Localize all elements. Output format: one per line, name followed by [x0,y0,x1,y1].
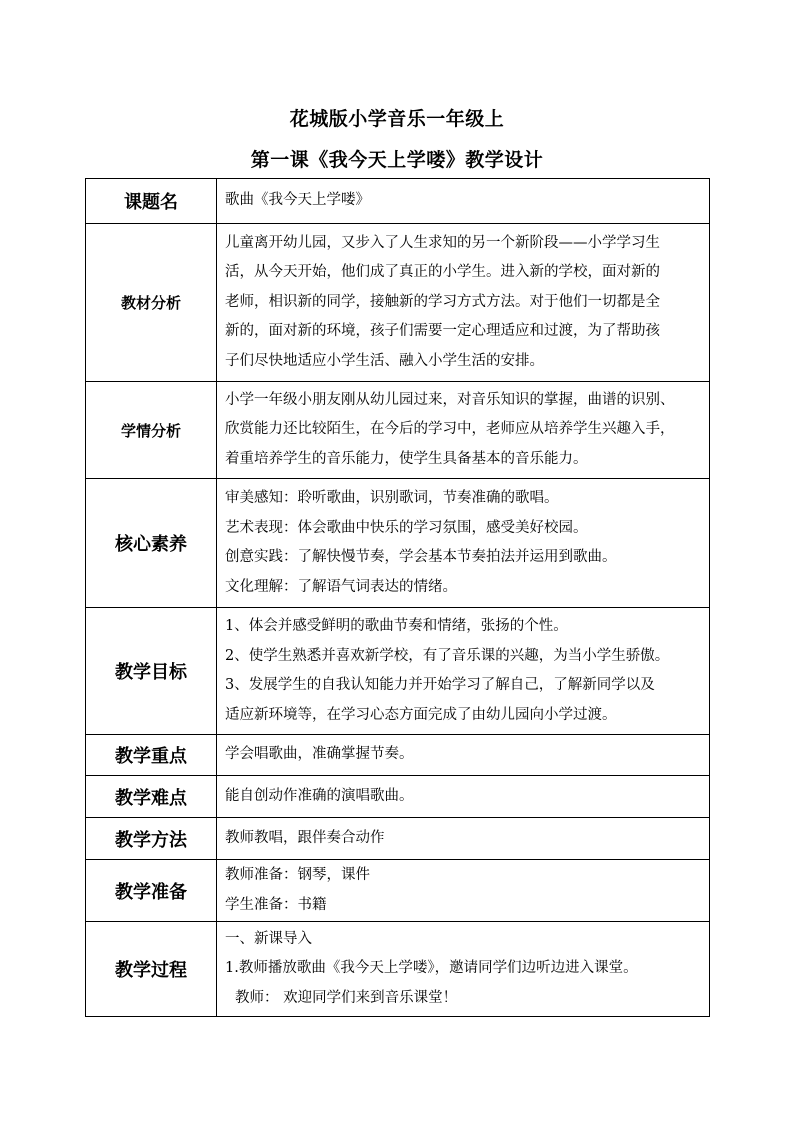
text-line: 创意实践：了解快慢节奏，学会基本节奏拍法并运用到歌曲。 [225,549,617,565]
content-difficulty: 能自创动作准确的演唱歌曲。 [217,776,710,818]
label-process: 教学过程 [86,922,217,1017]
content-learner [217,382,710,479]
lesson-plan-table [85,178,710,1017]
content-topic: 歌曲《我今天上学喽》 [217,179,710,224]
text-line: 1.教师播放歌曲《我今天上学喽》，邀请同学们边听边进入课堂。 [225,960,638,977]
row-material [86,224,710,382]
content-method: 教师教唱，跟伴奏合动作 [217,818,710,860]
row-goals [86,608,710,735]
text-line: 3、发展学生的自我认知能力并开始学习了解自己，了解新同学以及 [225,677,655,693]
content-goals [217,608,710,735]
row-process [86,922,710,1017]
document-subtitle: 第一课《我今天上学喽》教学设计 [250,149,544,171]
label-difficulty: 教学难点 [86,776,217,818]
text-line: 1、体会并感受鲜明的歌曲节奏和情绪，张扬的个性。 [225,618,568,634]
text-line: 教师： 欢迎同学们来到音乐课堂！ [235,989,458,1006]
content-core [217,479,710,608]
text-line: 审美感知：聆听歌曲，识别歌词，节奏准确的歌唱。 [225,490,559,506]
content-key: 学会唱歌曲，准确掌握节奏。 [217,735,710,776]
label-prep: 教学准备 [86,860,217,922]
text-line: 小学一年级小朋友刚从幼儿园过来，对音乐知识的掌握，曲谱的识别、 [225,391,675,408]
text-line: 活，从今天开始，他们成了真正的小学生。进入新的学校，面对新的 [225,264,660,281]
row-prep [86,860,710,922]
text-line: 老师，相识新的同学，接触新的学习方式方法。对于他们一切都是全 [225,293,660,310]
row-topic [86,179,710,224]
row-key [86,735,710,776]
text-line: 适应新环境等，在学习心态方面完成了由幼儿园向小学过渡。 [225,706,617,723]
text-line: 艺术表现：体会歌曲中快乐的学习氛围，感受美好校园。 [225,519,588,536]
row-learner [86,382,710,479]
row-core [86,479,710,608]
label-goals: 教学目标 [86,608,217,735]
label-material: 教材分析 [86,224,217,382]
row-difficulty [86,776,710,818]
content-process [217,922,710,1017]
text-line: 欣赏能力还比较陌生，在今后的学习中，老师应从培养学生兴趣入手， [225,421,675,438]
text-line: 文化理解：了解语气词表达的情绪。 [225,578,457,595]
text-line: 一、新课导入 [225,930,312,947]
text-line: 新的，面对新的环境，孩子们需要一定心理适应和过渡，为了帮助孩 [225,323,660,340]
content-prep [217,860,710,922]
label-core: 核心素养 [86,479,217,608]
text-line: 儿童离开幼儿园，又步入了人生求知的另一个新阶段——小学学习生 [225,234,660,251]
text-line: 教师准备：钢琴，课件 [225,867,370,883]
label-learner: 学情分析 [86,382,217,479]
text-line: 子们尽快地适应小学生活、融入小学生活的安排。 [225,352,544,369]
text-line: 着重培养学生的音乐能力，使学生具备基本的音乐能力。 [225,450,588,467]
label-key: 教学重点 [86,735,217,776]
document-title: 花城版小学音乐一年级上 [289,108,505,130]
text-line: 学生准备：书籍 [225,896,327,913]
row-method [86,818,710,860]
label-topic: 课题名 [86,179,217,224]
text-line: 2、使学生熟悉并喜欢新学校，有了音乐课的兴趣，为当小学生骄傲。 [225,647,670,664]
content-material [217,224,710,382]
label-method: 教学方法 [86,818,217,860]
